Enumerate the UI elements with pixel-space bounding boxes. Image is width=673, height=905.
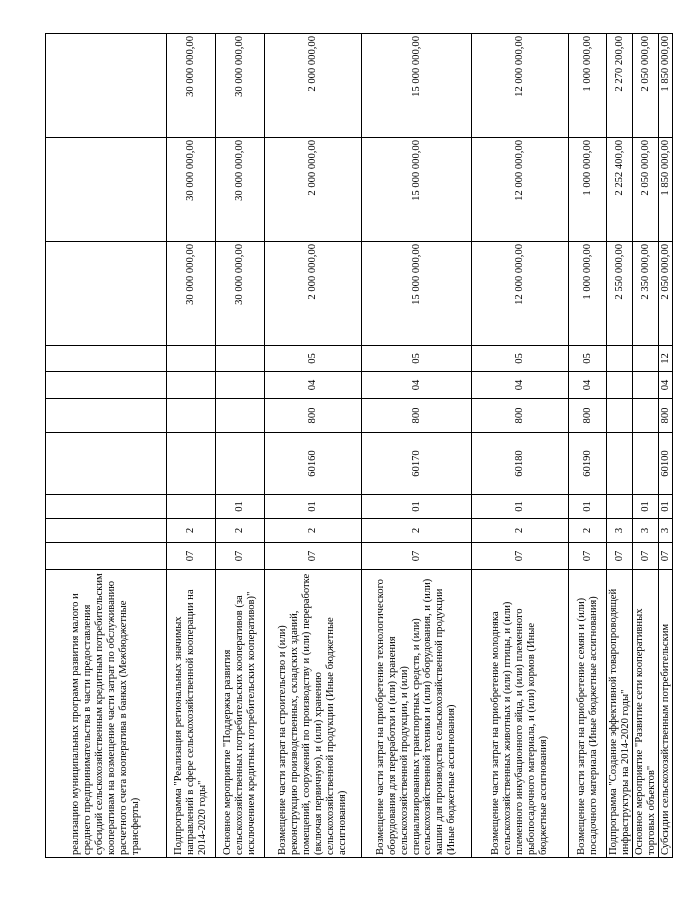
code-cell: [607, 433, 633, 495]
code-cell: 800: [265, 399, 362, 433]
code-cell: 12: [659, 346, 673, 372]
code-cell: 07: [607, 543, 633, 570]
amount-cell: 30 000 000,00: [216, 242, 265, 346]
code-cell: [633, 399, 659, 433]
amount-cell: 1 850 000,00: [659, 138, 673, 242]
code-cell: [46, 372, 167, 399]
amount-cell: 1 000 000,00: [569, 242, 607, 346]
code-cell: [167, 346, 216, 372]
amount-cell: 2 000 000,00: [265, 242, 362, 346]
code-cell: 04: [362, 372, 472, 399]
amount-cell: [46, 242, 167, 346]
row-name: Субсидии сельскохозяйственным потребительским: [659, 570, 673, 858]
code-cell: [607, 346, 633, 372]
amount-cell: 2 270 200,00: [607, 34, 633, 138]
code-cell: 800: [659, 399, 673, 433]
code-cell: [46, 543, 167, 570]
code-cell: 07: [362, 543, 472, 570]
code-cell: [607, 495, 633, 519]
row-name: Подпрограмма "Создание эффективной товаропроводящей инфраструктуры на 2014-2020 годы": [607, 570, 633, 858]
table-row: [569, 34, 607, 858]
table-row: [46, 34, 167, 858]
code-cell: 60180: [472, 433, 569, 495]
code-cell: 04: [569, 372, 607, 399]
code-cell: [633, 346, 659, 372]
code-cell: [46, 399, 167, 433]
code-cell: 07: [569, 543, 607, 570]
budget-table: [45, 33, 673, 858]
code-cell: [167, 495, 216, 519]
amount-cell: 1 850 000,00: [659, 34, 673, 138]
code-cell: 01: [265, 495, 362, 519]
code-cell: 60160: [265, 433, 362, 495]
code-cell: 60170: [362, 433, 472, 495]
code-cell: 800: [362, 399, 472, 433]
code-cell: 800: [569, 399, 607, 433]
code-cell: 05: [265, 346, 362, 372]
code-cell: 05: [362, 346, 472, 372]
code-cell: [46, 346, 167, 372]
code-cell: 2: [216, 519, 265, 543]
amount-cell: 1 000 000,00: [569, 138, 607, 242]
row-name: Возмещение части затрат на строительство и (или) реконструкцию производственных, складских зданий, помещений, сооружений по производству и (или) переработке (включая первичную), и (или) хранению сельскохозяйственной продукции (Иные бюджетные ассигнования): [265, 570, 362, 858]
code-cell: [216, 346, 265, 372]
code-cell: 2: [569, 519, 607, 543]
code-cell: 01: [472, 495, 569, 519]
row-name: Возмещение части затрат на приобретение семян и (или) посадочного материала (Иные бюджетные ассигнования): [569, 570, 607, 858]
code-cell: 01: [362, 495, 472, 519]
table-row: [265, 34, 362, 858]
amount-cell: 30 000 000,00: [167, 34, 216, 138]
row-name: Основное мероприятие "Поддержка развития сельскохозяйственных потребительских кооперативов (за исключением кредитных потребительских кооперативов)": [216, 570, 265, 858]
code-cell: [607, 372, 633, 399]
amount-cell: 2 252 400,00: [607, 138, 633, 242]
code-cell: 01: [216, 495, 265, 519]
code-cell: [607, 399, 633, 433]
table-row: [167, 34, 216, 858]
code-cell: 07: [472, 543, 569, 570]
code-cell: [46, 433, 167, 495]
code-cell: [167, 372, 216, 399]
table-row: [216, 34, 265, 858]
code-cell: 2: [472, 519, 569, 543]
code-cell: 3: [659, 519, 673, 543]
table-row: [633, 34, 659, 858]
code-cell: 2: [265, 519, 362, 543]
code-cell: 60190: [569, 433, 607, 495]
code-cell: 04: [472, 372, 569, 399]
code-cell: [46, 519, 167, 543]
code-cell: 05: [472, 346, 569, 372]
amount-cell: 30 000 000,00: [216, 34, 265, 138]
code-cell: [46, 495, 167, 519]
amount-cell: 2 350 000,00: [633, 242, 659, 346]
code-cell: [216, 372, 265, 399]
code-cell: 3: [633, 519, 659, 543]
table-row: [472, 34, 569, 858]
code-cell: 04: [265, 372, 362, 399]
row-name: Основное мероприятие "Развитие сети кооперативных торговых объектов": [633, 570, 659, 858]
code-cell: 07: [167, 543, 216, 570]
code-cell: 04: [659, 372, 673, 399]
code-cell: 05: [569, 346, 607, 372]
code-cell: 07: [659, 543, 673, 570]
row-name: реализацию муниципальных программ развития малого и среднего предпринимательства в части предоставления субсидий сельскохозяйственным кредитным потребительским кооперативам на возмещение части затрат по обслуживанию расчетного счета кооператива в банках (Межбюджетные трансферты): [46, 570, 167, 858]
amount-cell: 12 000 000,00: [472, 242, 569, 346]
code-cell: 01: [569, 495, 607, 519]
code-cell: 01: [633, 495, 659, 519]
amount-cell: 2 000 000,00: [265, 138, 362, 242]
amount-cell: 30 000 000,00: [167, 242, 216, 346]
row-name: Подпрограмма "Реализация региональных значимых направлений в сфере сельскохозяйственной кооперации на 2014-2020 годы": [167, 570, 216, 858]
amount-cell: 15 000 000,00: [362, 242, 472, 346]
code-cell: [633, 372, 659, 399]
code-cell: 07: [265, 543, 362, 570]
row-name: Возмещение части затрат на приобретение технологического оборудования для переработки и (или) хранения сельскохозяйственной продукции, и (или) специализированных транспортных средств, и (или) сельскохозяйственной техники и (или) оборудования, и (или) машин для производства сельскохозяйственной продукции (Иные бюджетные ассигнования): [362, 570, 472, 858]
table-row: [607, 34, 633, 858]
rotated-page: [45, 34, 671, 858]
amount-cell: 30 000 000,00: [167, 138, 216, 242]
amount-cell: 12 000 000,00: [472, 138, 569, 242]
code-cell: 07: [216, 543, 265, 570]
amount-cell: 2 050 000,00: [633, 138, 659, 242]
code-cell: [633, 433, 659, 495]
code-cell: 3: [607, 519, 633, 543]
code-cell: [216, 433, 265, 495]
table-row: [659, 34, 673, 858]
code-cell: 2: [362, 519, 472, 543]
amount-cell: 2 050 000,00: [633, 34, 659, 138]
row-name: Возмещение части затрат на приобретение молодняка сельскохозяйственных животных и (или) птицы, и (или) племенного инкубационного яйца, и (или) племенного рыбопосадочного материала, и (или) кормов (Иные бюджетные ассигнования): [472, 570, 569, 858]
code-cell: [167, 399, 216, 433]
amount-cell: 15 000 000,00: [362, 34, 472, 138]
code-cell: 800: [472, 399, 569, 433]
code-cell: 2: [167, 519, 216, 543]
code-cell: [216, 399, 265, 433]
amount-cell: 30 000 000,00: [216, 138, 265, 242]
amount-cell: 2 000 000,00: [265, 34, 362, 138]
amount-cell: [46, 34, 167, 138]
code-cell: 07: [633, 543, 659, 570]
amount-cell: 1 000 000,00: [569, 34, 607, 138]
amount-cell: [46, 138, 167, 242]
amount-cell: 2 050 000,00: [659, 242, 673, 346]
code-cell: 01: [659, 495, 673, 519]
amount-cell: 2 550 000,00: [607, 242, 633, 346]
amount-cell: 12 000 000,00: [472, 34, 569, 138]
code-cell: 60100: [659, 433, 673, 495]
code-cell: [167, 433, 216, 495]
amount-cell: 15 000 000,00: [362, 138, 472, 242]
table-row: [362, 34, 472, 858]
